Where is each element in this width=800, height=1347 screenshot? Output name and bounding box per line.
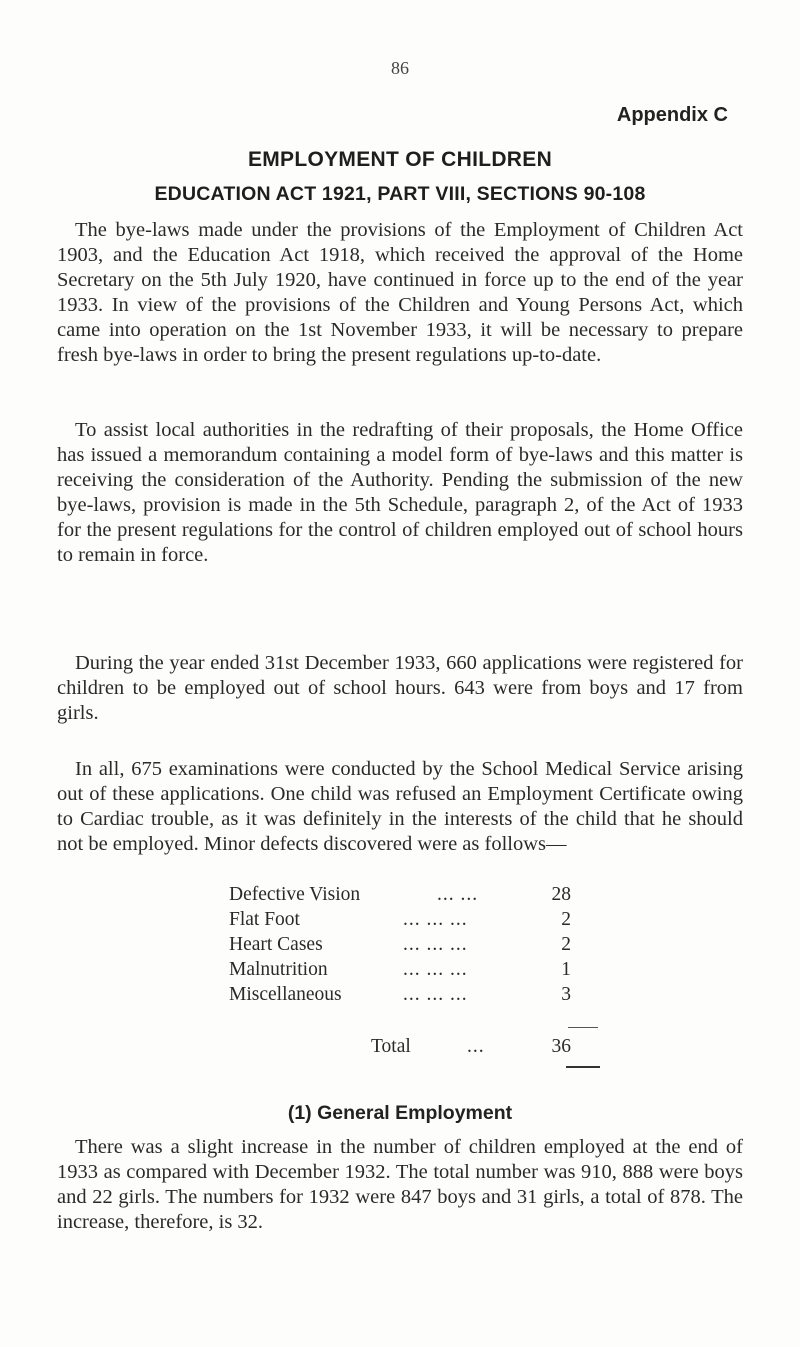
total-row [229, 1034, 589, 1059]
paragraph-redrafting: To assist local authorities in the redrafting of their proposals, the Home Office has issued a memorandum containing a model form of bye-laws and this matter is receiving the consideration of the Authority. Pending the submission of the new bye-laws, provision is made in the 5th Schedule, paragraph 2, of the Act of 1933 for the present regulations for the control of children employed out of school hours to remain in force. [57, 419, 743, 566]
defect-count: 3 [561, 984, 571, 1005]
paragraph-examinations: In all, 675 examinations were conducted by the School Medical Service arising out of these applications. One child was refused an Employment Certificate owing to Cardiac trouble, as it was definitely in the interests of the child that he should not be employed. Minor defects discovered were as follows— [57, 758, 743, 855]
defect-label: Miscellaneous [229, 984, 342, 1005]
section-heading: (1) General Employment [287, 1102, 513, 1124]
leader-dots: ... ... ... [403, 934, 468, 955]
document-subtitle: EDUCATION ACT 1921, PART VIII, SECTIONS 90-108 [154, 183, 646, 205]
paragraph-bye-laws: The bye-laws made under the provisions of the Employment of Children Act 1903, and the Education Act 1918, which received the approval of the Home Secretary on the 5th July 1920, have continued in force up to the end of the year 1933. In view of the provisions of the Children and Young Persons Act, which came into operation on the 1st November 1933, it will be necessary to prepare fresh bye-laws in order to bring the present regulations up-to-date. [57, 219, 743, 366]
defect-count: 2 [561, 909, 571, 930]
sum-rule [568, 1027, 598, 1028]
defect-label: Defective Vision [229, 884, 361, 905]
leader-dots: ... ... ... [403, 909, 468, 930]
appendix-label: Appendix C [616, 104, 728, 126]
page-number: 86 [391, 58, 409, 78]
defect-count: 28 [551, 884, 571, 905]
total-underline [566, 1066, 600, 1068]
defect-label: Heart Cases [229, 934, 323, 955]
total-count: 36 [551, 1036, 571, 1057]
leader-dots: ... ... ... [403, 959, 468, 980]
document-title: EMPLOYMENT OF CHILDREN [247, 148, 553, 171]
paragraph-general-employment: There was a slight increase in the number of children employed at the end of 1933 as compared with December 1932. The total number was 910, 888 were boys and 22 girls. The numbers for 1932 were 847 boys and 31 girls, a total of 878. The increase, therefore, is 32. [57, 1136, 743, 1233]
defect-label: Flat Foot [229, 909, 300, 930]
defect-row [229, 957, 589, 982]
total-label: Total [371, 1036, 411, 1057]
paragraph-applications: During the year ended 31st December 1933, 660 applications were registered for children to be employed out of school hours. 643 were from boys and 17 from girls. [57, 652, 743, 724]
defect-row [229, 907, 589, 932]
leader-dots: ... ... [437, 884, 479, 905]
leader-dots: ... ... ... [403, 984, 468, 1005]
defect-label: Malnutrition [229, 959, 328, 980]
defect-row [229, 882, 589, 907]
defect-row [229, 932, 589, 957]
defect-count: 1 [561, 959, 571, 980]
defect-count: 2 [561, 934, 571, 955]
leader-dots: ... [467, 1036, 485, 1057]
defects-table [229, 882, 589, 1007]
defect-row [229, 982, 589, 1007]
